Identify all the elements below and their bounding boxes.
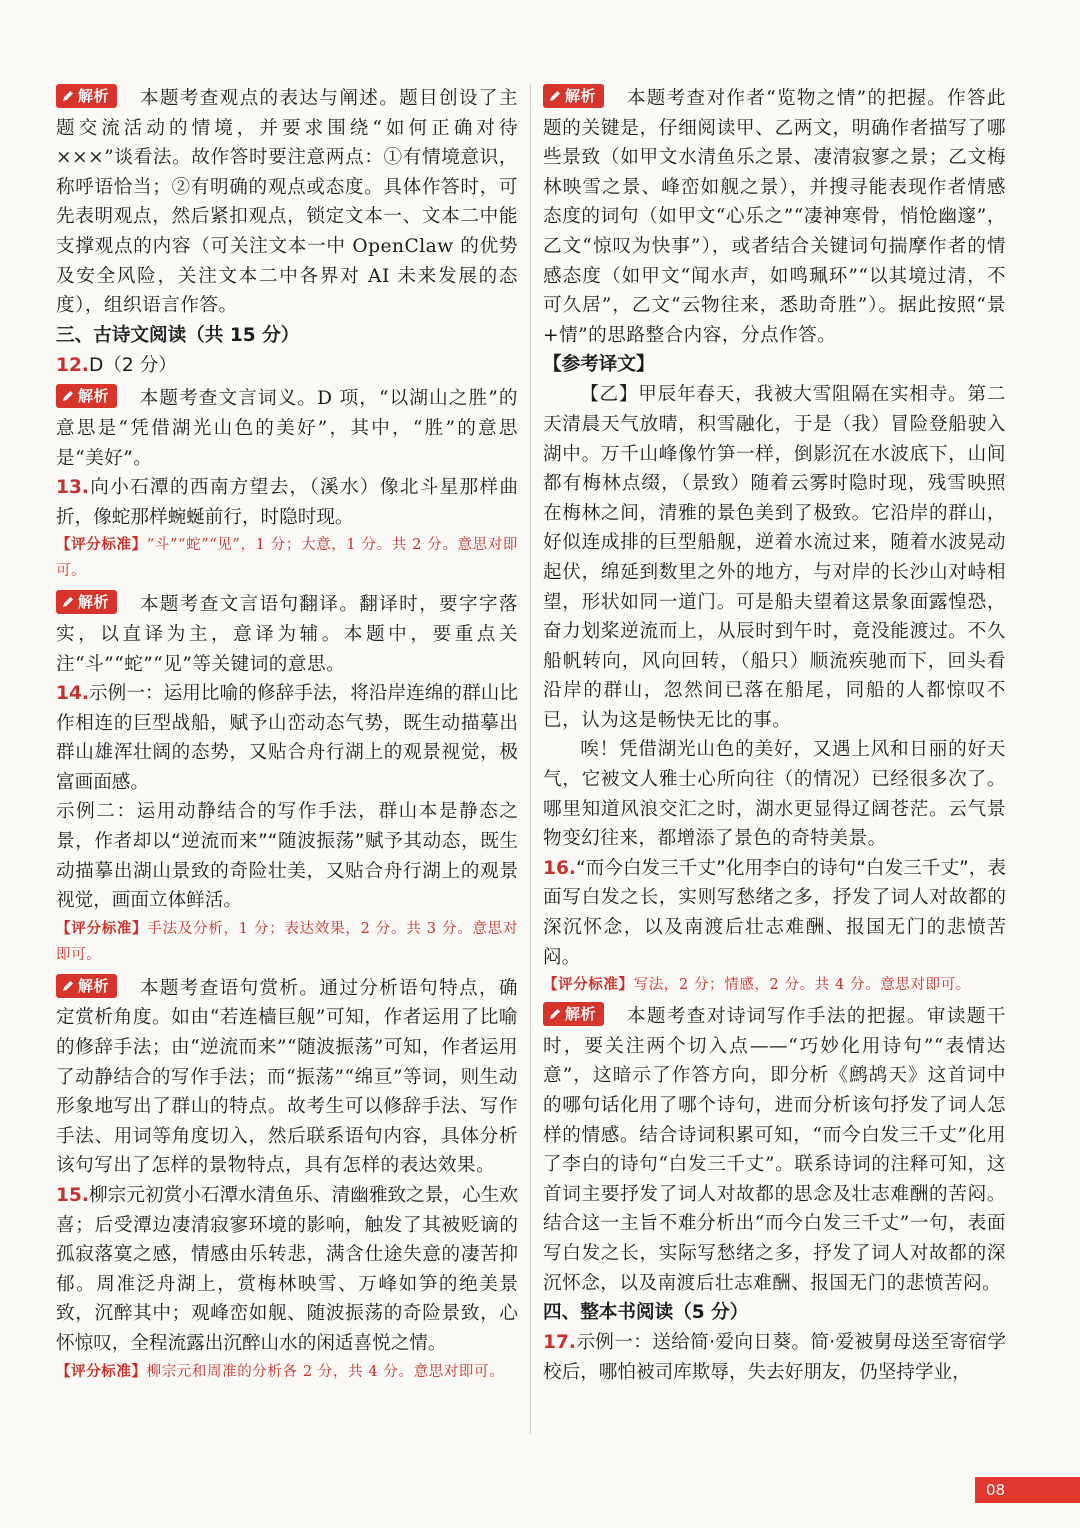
- analysis-text: 本题考查对作者“览物之情”的把握。作答此题的关键是，仔细阅读甲、乙两文，明确作者描写了哪些景致（如甲文水清鱼乐之景、凄清寂寥之景；乙文梅林映雪之景、峰峦如舰之景），并搜寻能表现作者情感态度的词句（如甲文“心乐之”“凄神寒骨，悄怆幽邃”，乙文“惊叹为快事”），或者结合关键词句揣摩作者的情感态度（如甲文“闻水声，如鸣珮环”“以其境过清，不可久居”，乙文“云物往来，悉助奇胜”）。据此按照“景+情”的思路整合内容，分点作答。: [543, 88, 1006, 346]
- analysis-tag-label: 解析: [78, 593, 110, 612]
- scoring-text: 写法，2 分；情感，2 分。共 4 分。意思对即可。: [633, 977, 971, 994]
- pen-icon: [61, 979, 75, 993]
- scoring-text: 柳宗元和周准的分析各 2 分，共 4 分。意思对即可。: [146, 1363, 505, 1380]
- scoring-standard: [56, 1359, 518, 1385]
- answer-text: 向小石潭的西南方望去，（溪水）像北斗星那样曲折，像蛇那样蜿蜒前行，时隐时现。: [56, 477, 518, 528]
- translation-paragraph: 唉！凭借湖光山色的美好，又遇上风和日丽的好天气，它被文人雅士心所向往（的情况）已经很多次了。哪里知道风浪交汇之时，湖水更显得辽阔苍茫。云气景物变幻往来，都增添了景色的奇特美景。: [543, 739, 1006, 850]
- answer-text: D（2 分）: [88, 354, 177, 376]
- column-divider: [530, 84, 531, 1434]
- analysis-block: [543, 1002, 1006, 1298]
- analysis-tag: [56, 84, 117, 108]
- pen-icon: [61, 89, 75, 103]
- answer-17: [543, 1328, 1006, 1387]
- question-number: 15.: [56, 1185, 89, 1206]
- scoring-standard: [56, 916, 518, 968]
- page-number: 08: [975, 1477, 1080, 1503]
- analysis-block: [56, 974, 518, 1181]
- answer-text: 示例一：运用比喻的修辞手法，将沿岸连绵的群山比作相连的巨型战船，赋予山峦动态气势，既生动描摹出群山雄浑壮阔的态势，又贴合舟行湖上的观景视觉，极富画面感。: [56, 683, 518, 793]
- scoring-tag: 【评分标准】: [56, 1363, 147, 1380]
- analysis-block: [56, 590, 518, 679]
- question-number: 16.: [543, 857, 576, 879]
- scoring-standard: [543, 972, 1006, 998]
- scoring-tag: 【评分标准】: [56, 920, 148, 937]
- analysis-tag-label: 解析: [78, 976, 110, 995]
- question-number: 17.: [543, 1332, 576, 1354]
- answer-text: 柳宗元初赏小石潭水清鱼乐、清幽雅致之景，心生欢喜；后受潭边凄清寂寥环境的影响，触发了其被贬谪的孤寂落寞之感，情感由乐转悲，满含仕途失意的凄苦抑郁。周准泛舟湖上，赏梅林映雪、万峰如笋的绝美景致，沉醉其中；观峰峦如舰、随波振荡的奇险景致，心怀惊叹，全程流露出沉醉山水的闲适喜悦之情。: [56, 1185, 518, 1354]
- analysis-tag: [56, 974, 117, 998]
- right-column: [543, 84, 1006, 1387]
- analysis-tag-label: 解析: [78, 387, 110, 406]
- question-number: 14.: [56, 683, 89, 705]
- scoring-text: 手法及分析，1 分；表达效果，2 分。共 3 分。意思对即可。: [56, 920, 518, 963]
- scoring-tag: 【评分标准】: [543, 977, 634, 994]
- answer-text: 示例一：送给简·爱向日葵。简·爱被舅母送至寄宿学校后，哪怕被司库欺辱，失去好朋友，仍坚持学业，: [543, 1332, 1006, 1383]
- reference-translation-heading: 【参考译文】: [543, 354, 655, 376]
- answer-text: “而今白发三千丈”化用李白的诗句“白发三千丈”，表面写白发之长，实则写愁绪之多，抒发了词人对故都的深沉怀念，以及南渡后壮志难酬、报国无门的悲愤苦闷。: [543, 857, 1006, 968]
- scoring-text: “斗”“蛇”“见”，1 分；大意，1 分。共 2 分。意思对即可。: [56, 537, 518, 580]
- analysis-text: 本题考查文言语句翻译。翻译时，要字字落实，以直译为主，意译为辅。本题中，要重点关注“斗”“蛇”“见”等关键词的意思。: [56, 594, 518, 675]
- analysis-text: 本题考查语句赏析。通过分析语句特点，确定赏析角度。如由“若连樯巨舰”可知，作者运用了比喻的修辞手法；由“逆流而来”“随波振荡”可知，作者运用了动静结合的写作手法；而“振荡”“绵亘”等词，则生动形象地写出了群山的特点。故考生可以修辞手法、写作手法、用词等角度切入，然后联系语句内容，具体分析该句写出了怎样的景物特点，具有怎样的表达效果。: [56, 977, 518, 1177]
- analysis-tag-label: 解析: [78, 87, 110, 105]
- analysis-text: 本题考查对诗词写作手法的把握。审读题干时，要关注两个切入点——“巧妙化用诗句”“表情达意”，这暗示了作答方向，即分析《鹧鸪天》这首词中的哪句话化用了哪个诗句，进而分析该句抒发了词人怎样的情感。结合诗词积累可知，“而今白发三千丈”化用了李白的诗句“白发三千丈”。联系诗词的注释可知，这首词主要抒发了词人对故都的思念及壮志难酬的苦闷。结合这一主旨不难分析出“而今白发三千丈”一句，表面写白发之长，实际写愁绪之多，抒发了词人对故都的深沉怀念，以及南渡后壮志难酬、报国无门的悲愤苦闷。: [543, 1006, 1006, 1294]
- answer-14: [56, 679, 518, 797]
- analysis-tag: [56, 590, 117, 614]
- section-heading-3: 三、古诗文阅读（共 15 分）: [56, 324, 300, 346]
- analysis-block: [56, 84, 518, 321]
- pen-icon: [61, 595, 75, 609]
- scoring-standard: [56, 532, 518, 584]
- answer-12: [56, 351, 518, 381]
- question-number: 13.: [56, 477, 89, 499]
- analysis-tag: [543, 84, 604, 108]
- pen-icon: [548, 89, 562, 103]
- analysis-block: [56, 384, 518, 473]
- pen-icon: [548, 1007, 562, 1021]
- left-column: [56, 84, 518, 1385]
- question-number: 12.: [56, 354, 89, 376]
- section-heading-4: 四、整本书阅读（5 分）: [543, 1302, 749, 1324]
- pen-icon: [61, 389, 75, 403]
- scoring-tag: 【评分标准】: [56, 537, 147, 554]
- translation-paragraph: 【乙】甲辰年春天，我被大雪阻隔在实相寺。第二天清晨天气放晴，积雪融化，于是（我）冒险登船驶入湖中。万千山峰像竹笋一样，倒影沉在水波底下，山间都有梅林点缀，（景致）随着云雾时隐时现，残雪映照在梅林之间，清雅的景色美到了极致。它沿岸的群山，好似连成排的巨型船舰，逆着水流过来，随着水波晃动起伏，绵延到数里之外的地方，与对岸的长沙山对峙相望，形状如同一道门。可是船夫望着这景象面露惶恐，奋力划桨逆流而上，从辰时到午时，竟没能渡过。不久船帆转向，风向回转，（船只）顺流疾驰而下，回头看沿岸的群山，忽然间已落在船尾，同船的人都惊叹不已，认为这是畅快无比的事。: [543, 384, 1006, 731]
- answer-16: [543, 854, 1006, 972]
- analysis-text: 本题考查观点的表达与阐述。题目创设了主题交流活动的情境，并要求围绕“如何正确对待×××”谈看法。故作答时要注意两点：①有情境意识，称呼语恰当；②有明确的观点或态度。具体作答时，可先表明观点，然后紧扣观点，锁定文本一、文本二中能支撑观点的内容（可关注文本一中 OpenClaw 的优势及安全风险，关注文本二中各界对 AI 未来发展的态度），组织语言作答。: [56, 88, 518, 317]
- analysis-tag: [543, 1002, 604, 1026]
- answer-13: [56, 473, 518, 532]
- answer-14-example-2: 示例二：运用动静结合的写作手法，群山本是静态之景，作者却以“逆流而来”“随波振荡”赋予其动态，既生动描摹出湖山景致的奇险壮美，又贴合舟行湖上的观景视觉，画面立体鲜活。: [56, 801, 518, 912]
- analysis-text: 本题考查文言词义。D 项，“以湖山之胜”的意思是“凭借湖光山色的美好”，其中，“胜”的意思是“美好”。: [56, 388, 518, 469]
- analysis-tag: [56, 384, 117, 408]
- analysis-block: [543, 84, 1006, 350]
- analysis-tag-label: 解析: [565, 1005, 597, 1024]
- analysis-tag-label: 解析: [565, 87, 597, 105]
- answer-15: [56, 1181, 518, 1359]
